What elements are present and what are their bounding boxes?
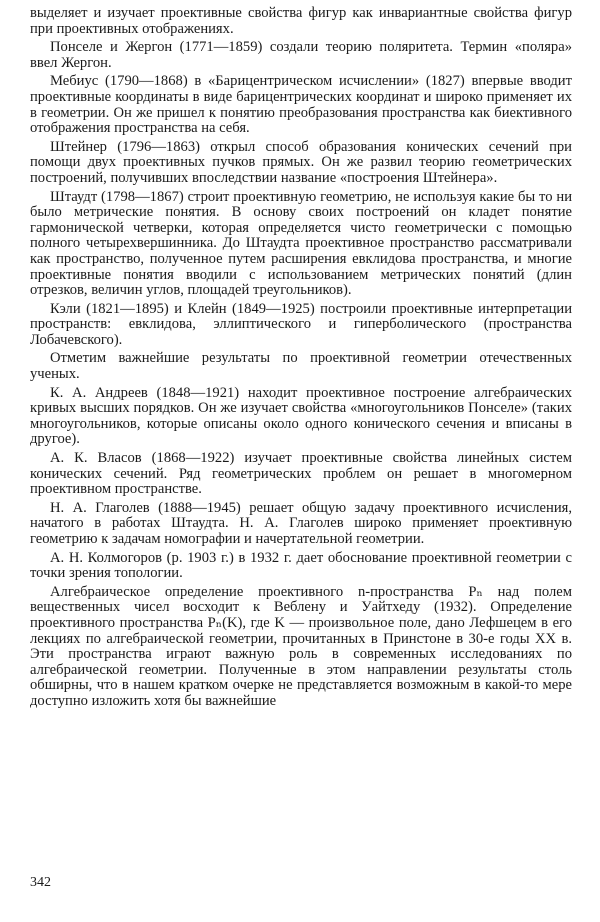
page-body xyxy=(30,6,572,713)
paragraph-3: Мебиус (1790—1868) в «Барицентрическом исчислении» (1827) впервые вводит проективные координаты в виде барицентрических координат и широко применяет их в геометрии. Он же пришел к понятию преобразования пространства как биективного отображения пространства на себя. xyxy=(30,73,572,137)
paragraph-12: Алгебраическое определение проективного n-пространства Pₙ над полем вещественных чисел восходит к Веблену и Уайтхеду (1932). Определение проективного пространства Pₙ(K), где K — произвольное поле, дано Лефшецем в его лекциях по алгебраической геометрии, прочитанных в Принстоне в 30-е годы XX в. Эти пространства играют важную роль в современных исследованиях по алгебраической геометрии. Полученные в этом направлении результаты столь обширны, что в нашем кратком очерке не представляется возможным в какой-то мере доступно изложить хотя бы важнейшие xyxy=(30,583,572,709)
page-number: 342 xyxy=(30,875,51,890)
paragraph-8: К. А. Андреев (1848—1921) находит проективное построение алгебраических кривых высших порядков. Он же изучает свойства «многоугольников Понселе» (таких многоугольников, которые описаны около одного конического сечения и вписаны в другое). xyxy=(30,384,572,448)
paragraph-5: Штаудт (1798—1867) строит проективную геометрию, не используя какие бы то ни было метрические понятия. В основу своих построений он кладет понятие гармонической четверки, которая определяется чисто геометрически с помощью полного четырехвершинника. До Штаудта проективное пространство рассматривали как пространство, полученное путем расширения евклидова пространства, и многие проективные понятия вводили с использованием метрических понятий (длин отрезков, величин углов, площадей треугольников). xyxy=(30,188,572,299)
paragraph-9: А. К. Власов (1868—1922) изучает проективные свойства линейных систем конических сечений. Ряд геометрических проблем он решает в многомерном проективном пространстве. xyxy=(30,450,572,498)
paragraph-7: Отметим важнейшие результаты по проективной геометрии отечественных ученых. xyxy=(30,350,572,383)
paragraph-2: Понселе и Жергон (1771—1859) создали теорию поляритета. Термин «поляра» ввел Жергон. xyxy=(30,39,572,71)
paragraph-6: Кэли (1821—1895) и Клейн (1849—1925) построили проективные интерпретации пространств: евклидова, эллиптического и гиперболического (пространства Лобачевского). xyxy=(30,300,572,348)
paragraph-11: А. Н. Колмогоров (р. 1903 г.) в 1932 г. дает обоснование проективной геометрии с точки зрения топологии. xyxy=(30,549,572,582)
paragraph-4: Штейнер (1796—1863) открыл способ образования конических сечений при помощи двух проективных пучков прямых. Он же развил теорию геометрических построений, получивших впоследствии название «построения Штейнера». xyxy=(30,138,572,186)
paragraph-1: выделяет и изучает проективные свойства фигур как инвариантные свойства фигур при проективных отображениях. xyxy=(30,5,572,37)
paragraph-10: Н. А. Глаголев (1888—1945) решает общую задачу проективного исчисления, начатого в работах Штаудта. Н. А. Глаголев широко применяет проективную геометрию к задачам номографии и начертательной геометрии. xyxy=(30,499,572,547)
